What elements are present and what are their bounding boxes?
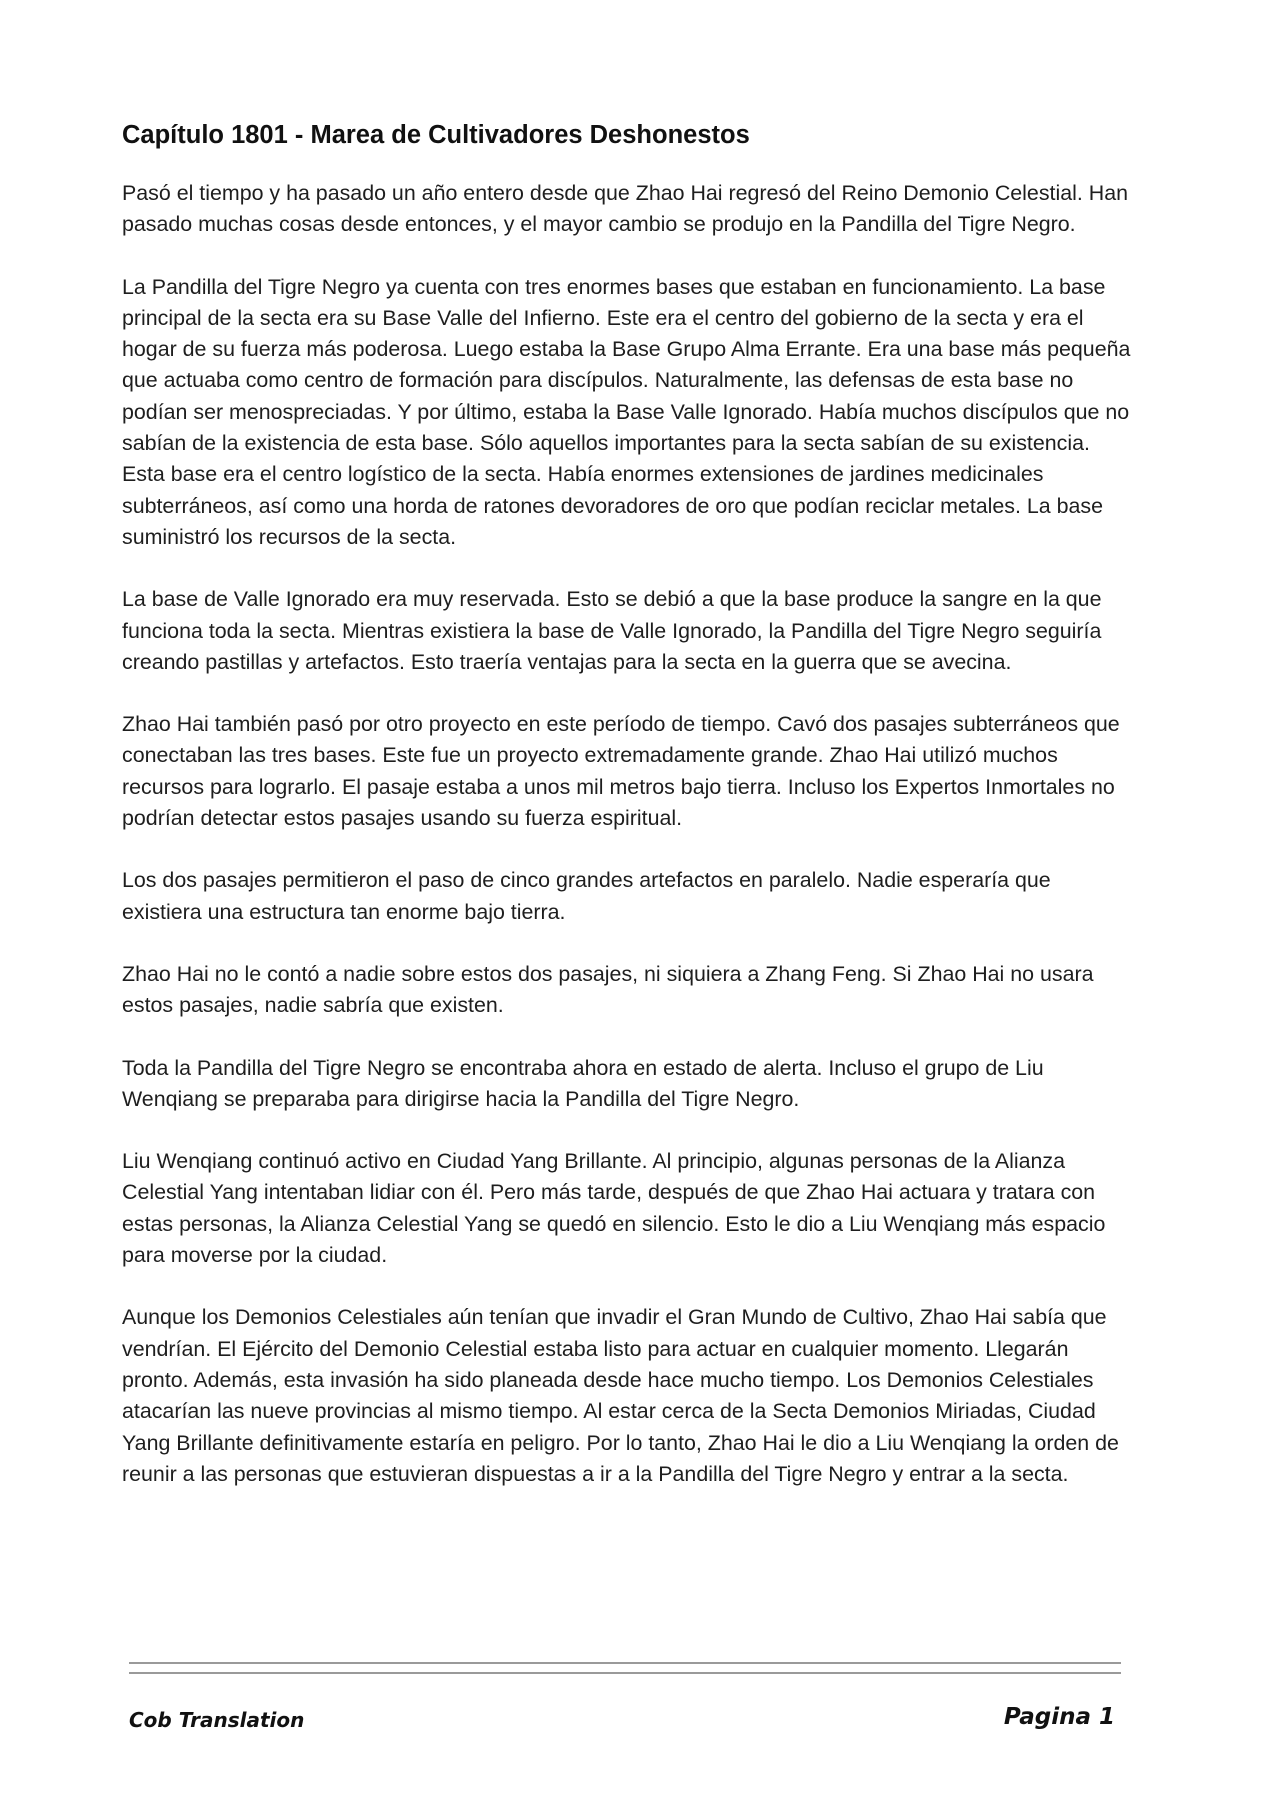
footer-page-number: Pagina 1 [1003,1704,1115,1730]
paragraph-6: Zhao Hai no le contó a nadie sobre estos dos pasajes, ni siquiera a Zhang Feng. Si Zhao Hai no usara estos pasajes, nadie sabría que existen. [122,961,1094,1018]
footer-divider-bottom [129,1672,1121,1674]
paragraph-1: Pasó el tiempo y ha pasado un año entero desde que Zhao Hai regresó del Reino Demonio Celestial. Han pasado muchas cosas desde entonces, y el mayor cambio se produjo en la Pandilla del Tigre Negro. [122,181,1128,237]
paragraph-7: Toda la Pandilla del Tigre Negro se encontraba ahora en estado de alerta. Incluso el grupo de Liu Wenqiang se preparaba para dirigirse hacia la Pandilla del Tigre Negro. [122,1055,1044,1111]
document-page [122,118,1132,1521]
chapter-title: Capítulo 1801 - Marea de Cultivadores Deshonestos [122,121,750,149]
footer-translator-credit: Cob Translation [129,1708,305,1732]
paragraph-2: La Pandilla del Tigre Negro ya cuenta con tres enormes bases que estaban en funcionamiento. La base principal de la secta era su Base Valle del Infierno. Este era el centro del gobierno de la secta y era el hogar de su fuerza más poderosa. Luego estaba la Base Grupo Alma Errante. Era una base más pequeña que actuaba como centro de formación para discípulos. Naturalmente, las defensas de esta base no podían ser menospreciadas. Y por último, estaba la Base Valle Ignorado. Había muchos discípulos que no sabían de la existencia de esta base. Sólo aquellos importantes para la secta sabían de su existencia. Esta base era el centro logístico de la secta. Había enormes extensiones de jardines medicinales subterráneos, así como una horda de ratones devoradores de oro que podían reciclar metales. La base suministró los recursos de la secta. [122,274,1131,549]
paragraph-3: La base de Valle Ignorado era muy reservada. Esto se debió a que la base produce la sangre en la que funciona toda la secta. Mientras existiera la base de Valle Ignorado, la Pandilla del Tigre Negro seguiría creando pastillas y artefactos. Esto traería ventajas para la secta en la guerra que se avecina. [122,587,1102,674]
paragraph-5: Los dos pasajes permitieron el paso de cinco grandes artefactos en paralelo. Nadie esperaría que existiera una estructura tan enorme bajo tierra. [122,868,1051,924]
footer-divider-top [129,1662,1121,1664]
paragraph-8: Liu Wenqiang continuó activo en Ciudad Yang Brillante. Al principio, algunas personas de la Alianza Celestial Yang intentaban lidiar con él. Pero más tarde, después de que Zhao Hai actuara y tratara con estas personas, la Alianza Celestial Yang se quedó en silencio. Esto le dio a Liu Wenqiang más espacio para moverse por la ciudad. [122,1149,1106,1268]
paragraph-9: Aunque los Demonios Celestiales aún tenían que invadir el Gran Mundo de Cultivo, Zhao Hai sabía que vendrían. El Ejército del Demonio Celestial estaba listo para actuar en cualquier momento. Llegarán pronto. Además, esta invasión ha sido planeada desde hace mucho tiempo. Los Demonios Celestiales atacarían las nueve provincias al mismo tiempo. Al estar cerca de la Secta Demonios Miriadas, Ciudad Yang Brillante definitivamente estaría en peligro. Por lo tanto, Zhao Hai le dio a Liu Wenqiang la orden de reunir a las personas que estuvieran dispuestas a ir a la Pandilla del Tigre Negro y entrar a la secta. [122,1305,1119,1486]
paragraph-4: Zhao Hai también pasó por otro proyecto en este período de tiempo. Cavó dos pasajes subterráneos que conectaban las tres bases. Este fue un proyecto extremadamente grande. Zhao Hai utilizó muchos recursos para lograrlo. El pasaje estaba a unos mil metros bajo tierra. Incluso los Expertos Inmortales no podrían detectar estos pasajes usando su fuerza espiritual. [122,712,1120,831]
